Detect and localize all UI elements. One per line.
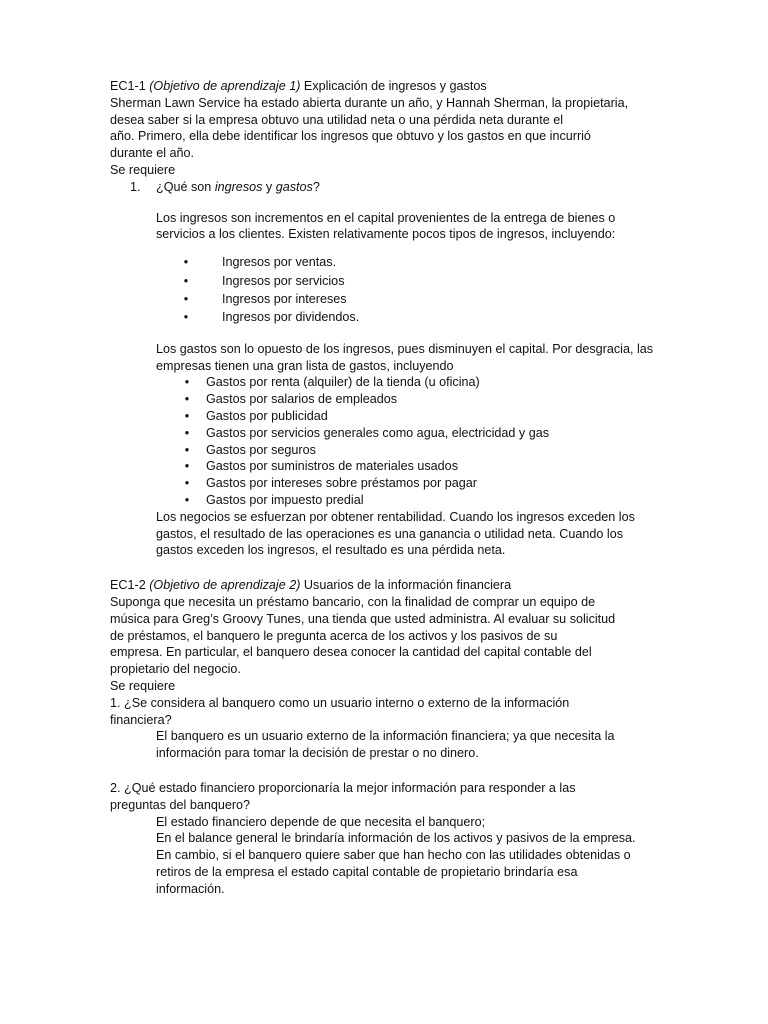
ec2-intro-line: Suponga que necesita un préstamo bancario, con la finalidad de comprar un equipo de	[110, 594, 596, 609]
ec2-requires: Se requiere	[110, 678, 176, 693]
list-item-text: Gastos por impuesto predial	[206, 492, 364, 507]
conclusion-line: gastos, el resultado de las operaciones es una ganancia o utilidad neta. Cuando los	[156, 526, 623, 541]
ec1-intro-line: Sherman Lawn Service ha estado abierta durante un año, y Hannah Sherman, la propietaria,	[110, 95, 629, 110]
bullet-icon: •	[183, 310, 189, 325]
bullet-icon: •	[183, 255, 189, 270]
list-item-text: Gastos por suministros de materiales usados	[206, 459, 458, 474]
revenue-definition-line: Los ingresos son incrementos en el capital provenientes de la entrega de bienes o	[156, 210, 616, 225]
list-item	[176, 272, 670, 290]
ec1-question-1	[120, 179, 670, 196]
list-item	[177, 475, 670, 492]
bullet-icon: •	[184, 375, 190, 390]
ec1-question-1-y: y	[262, 179, 276, 194]
list-item	[177, 391, 670, 408]
question-line: preguntas del banquero?	[110, 797, 251, 812]
answer-line: El banquero es un usuario externo de la información financiera; ya que necesita la	[156, 729, 615, 744]
list-item	[176, 253, 670, 271]
ec2-intro-line: propietario del negocio.	[110, 662, 241, 677]
bullet-icon: •	[184, 425, 190, 440]
list-item-text: Ingresos por dividendos.	[222, 310, 360, 325]
list-item-text: Gastos por intereses sobre préstamos por pagar	[206, 476, 477, 491]
ec1-question-1-gastos: gastos	[275, 179, 313, 194]
bullet-icon: •	[183, 291, 189, 306]
revenue-list	[110, 253, 670, 327]
ec1-intro-line: desea saber si la empresa obtuvo una utilidad neta o una pérdida neta durante el	[110, 112, 563, 127]
list-item-text: Ingresos por ventas.	[222, 255, 337, 270]
list-item-text: Gastos por renta (alquiler) de la tienda (u oficina)	[206, 375, 480, 390]
ec2-question-1	[110, 695, 670, 729]
ec1-heading	[110, 78, 670, 95]
conclusion-line: Los negocios se esfuerzan por obtener rentabilidad. Cuando los ingresos exceden los	[156, 509, 635, 524]
ec2-intro	[110, 594, 670, 678]
bullet-icon: •	[184, 492, 190, 507]
answer-line: En el balance general le brindaría información de los activos y pasivos de la empresa.	[156, 831, 636, 846]
document-page	[110, 78, 670, 898]
ec1-intro-line: año. Primero, ella debe identificar los ingresos que obtuvo y los gastos en que incurrió	[110, 129, 591, 144]
expense-definition-line: empresas tienen una gran lista de gastos, incluyendo	[156, 358, 454, 373]
list-item	[177, 374, 670, 391]
ec2-answer-1	[156, 728, 670, 762]
ec1-title: Explicación de ingresos y gastos	[303, 79, 487, 93]
list-item-text: Gastos por seguros	[206, 442, 316, 457]
bullet-icon: •	[184, 408, 190, 423]
ec1-requires: Se requiere	[110, 162, 176, 177]
bullet-icon: •	[184, 392, 190, 407]
revenue-definition	[156, 210, 670, 244]
ec1-question-1-ingresos: ingresos	[214, 179, 263, 194]
list-item	[177, 408, 670, 425]
bullet-icon: •	[184, 476, 190, 491]
list-item-text: Ingresos por intereses	[222, 291, 347, 306]
expense-list	[110, 374, 670, 508]
list-item	[177, 442, 670, 459]
ec1-code: EC1-1	[110, 79, 146, 93]
question-line: financiera?	[110, 712, 172, 727]
answer-line: retiros de la empresa el estado capital contable de propietario brindaría esa	[156, 864, 578, 879]
ec1-intro-line: durante el año.	[110, 146, 195, 161]
answer-line: información para tomar la decisión de prestar o no dinero.	[156, 746, 479, 761]
ec1-question-1-pre: ¿Qué son	[156, 179, 215, 194]
ec2-title: Usuarios de la información financiera	[303, 578, 512, 593]
answer-line: El estado financiero depende de que necesita el banquero;	[156, 814, 486, 829]
list-item	[177, 458, 670, 475]
bullet-icon: •	[183, 273, 189, 288]
list-item	[177, 425, 670, 442]
list-item-text: Gastos por publicidad	[206, 408, 328, 423]
question-line: 1. ¿Se considera al banquero como un usuario interno o externo de la información	[110, 695, 570, 710]
ec2-objective: (Objetivo de aprendizaje 2)	[149, 578, 301, 593]
bullet-icon: •	[184, 459, 190, 474]
ec2-code: EC1-2	[110, 578, 146, 593]
list-item	[177, 492, 670, 509]
ec2-intro-line: música para Greg’s Groovy Tunes, una tienda que usted administra. Al evaluar su solicitud	[110, 611, 616, 626]
list-item	[176, 308, 670, 326]
expense-definition-line: Los gastos son lo opuesto de los ingresos, pues disminuyen el capital. Por desgracia, las	[156, 341, 654, 356]
ec2-question-2	[110, 780, 670, 814]
list-item	[176, 290, 670, 308]
question-line: 2. ¿Qué estado financiero proporcionaría la mejor información para responder a las	[110, 780, 576, 795]
list-item-text: Ingresos por servicios	[222, 273, 345, 288]
ec2-intro-line: de préstamos, el banquero le pregunta acerca de los activos y los pasivos de su	[110, 628, 558, 643]
revenue-definition-line: servicios a los clientes. Existen relativamente pocos tipos de ingresos, incluyendo:	[156, 227, 616, 242]
bullet-icon: •	[184, 442, 190, 457]
list-item-text: Gastos por salarios de empleados	[206, 392, 398, 407]
answer-line: En cambio, si el banquero quiere saber que han hecho con las utilidades obtenidas o	[156, 848, 631, 863]
expense-definition	[156, 341, 670, 375]
ec2-intro-line: empresa. En particular, el banquero desea conocer la cantidad del capital contable del	[110, 645, 592, 660]
ec1-conclusion	[156, 509, 670, 559]
ec1-question-1-post: ?	[312, 179, 320, 194]
answer-line: información.	[156, 881, 225, 896]
ec2-answer-2	[156, 814, 670, 898]
ec2-heading	[110, 577, 670, 594]
ec1-intro	[110, 95, 670, 162]
ec1-objective: (Objetivo de aprendizaje 1)	[149, 79, 301, 93]
conclusion-line: gastos exceden los ingresos, el resultado es una pérdida neta.	[156, 543, 506, 558]
list-item-text: Gastos por servicios generales como agua, electricidad y gas	[206, 425, 550, 440]
ec1-question-1-number: 1.	[130, 179, 141, 194]
